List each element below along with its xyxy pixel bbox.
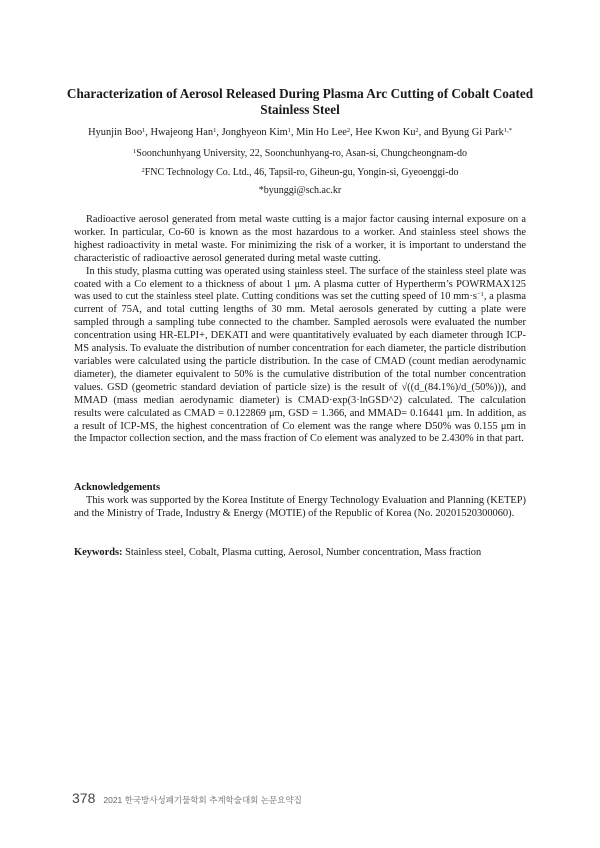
- author-affiliation-mark: 2: [346, 127, 351, 135]
- paragraph-intro: Radioactive aerosol generated from metal waste cutting is a major factor causing internal exposure on a worker. In particular, Co-60 is known as the most hazardous to a worker. And stainless steel shows the highest radioactivity in metal waste. For minimizing the risk of a worker, it is important to understand the characteristic of radioactive aerosol generated during metal waste cutting.: [74, 214, 526, 264]
- proceedings-name: 2021 한국방사성폐기물학회 추계학술대회 논문요약집: [103, 795, 302, 805]
- paper-title: Characterization of Aerosol Released During Plasma Arc Cutting of Cobalt Coated Stainless Steel: [66, 86, 534, 117]
- author-name: Min Ho Lee: [296, 127, 347, 138]
- author-affiliation-mark: 2: [415, 127, 419, 135]
- keywords-text: Stainless steel, Cobalt, Plasma cutting, Aerosol, Number concentration, Mass fraction: [122, 547, 482, 558]
- affiliation-text: FNC Technology Co. Ltd., 46, Tapsil-ro, Giheun-gu, Yongin-si, Gyeoenggi-do: [144, 167, 459, 178]
- affiliation-1: [40, 147, 560, 160]
- paragraph-method: [74, 266, 526, 447]
- author-name: Jonghyeon Kim: [221, 127, 288, 138]
- author-affiliation-mark: 1: [142, 127, 146, 135]
- author-name: Hwajeong Han: [150, 127, 214, 138]
- affiliation-2: [40, 166, 560, 179]
- author-affiliation-mark: 1,*: [503, 127, 512, 135]
- author-affiliation-mark: 1: [213, 127, 217, 135]
- author-name: Hyunjin Boo: [88, 127, 143, 138]
- keywords-line: [74, 546, 526, 559]
- page-number: 378: [72, 790, 96, 806]
- acknowledgements-text: This work was supported by the Korea Institute of Energy Technology Evaluation and Planning (KETEP) and the Ministry of Trade, Industry & Energy (MOTIE) of the Republic of Korea (No. 20201520300060).: [74, 495, 526, 519]
- acknowledgements-body: [74, 495, 526, 521]
- affiliation-text: Soonchunhyang University, 22, Soonchunhyang-ro, Asan-si, Chungcheongnam-do: [136, 148, 467, 159]
- keywords-label: Keywords:: [74, 547, 123, 558]
- author-affiliation-mark: 1: [287, 127, 291, 135]
- author-name: Byung Gi Park: [441, 127, 504, 138]
- paragraph-text: In this study, plasma cutting was operated using stainless steel. The surface of the stainless steel plate was coated with a Co element to a thickness of about 1 μm. A plasma cutter of Hypertherm’s POWRMAX125 was used to cut the stainless steel plate. Cutting conditions was set the cutting speed of 10 mm·s: [74, 265, 526, 303]
- paragraph-text: , a plasma current of 75A, and total cutting lengths of 30 mm. Metal aerosols generated by cutting a plate were sampled through a sampling tube connected to the chamber. Sampled aerosols were evaluated the number concentration using HR-ELPI+, DEKATI and were quantitatively evaluated by each diameter through ICP-MS analysis. To evaluate the distribution of number concentration for each diameter, the particle distribution variables were calculated using the particle distribution. In the case of CMAD (count median aerodynamic diameter), the diameter equivalent to 50% is the cumulative distribution of the total number concentration values. GSD (geometric standard deviation of particle size) is the result of √((d_(84.1%)/d_(50%))), and MMAD (mass median aerodynamic diameter) is CMAD·exp(3·lnGSD^2) calculated. The calculation results were calculated as CMAD = 0.122869 μm, GSD = 1.366, and MMAD= 0.16441 μm. In addition, as a result of ICP-MS, the highest concentration of Co element was the range where D50% was 0.155 μm in the Impactor collection section, and the mass fraction of Co element was analyzed to be 2.430% in that part.: [74, 291, 526, 445]
- abstract-body: [74, 214, 526, 446]
- page-footer: [72, 790, 302, 806]
- acknowledgements-heading: Acknowledgements: [74, 482, 161, 493]
- author-name: Hee Kwon Ku: [355, 127, 416, 138]
- author-list: Hyunjin Boo$^1$, Hwajeong Han$^1$, Jonghyeon Kim$^1$, Min Ho Lee$^2$, Hee Kwon Ku$^2$, and Byung Gi Park$^{1,*}$: [88, 127, 512, 138]
- affiliation-mark: 2: [141, 167, 145, 175]
- corresponding-email: *byunggi@sch.ac.kr: [258, 185, 342, 196]
- affiliation-mark: 1: [133, 148, 137, 156]
- unit-exponent: −1: [476, 291, 484, 299]
